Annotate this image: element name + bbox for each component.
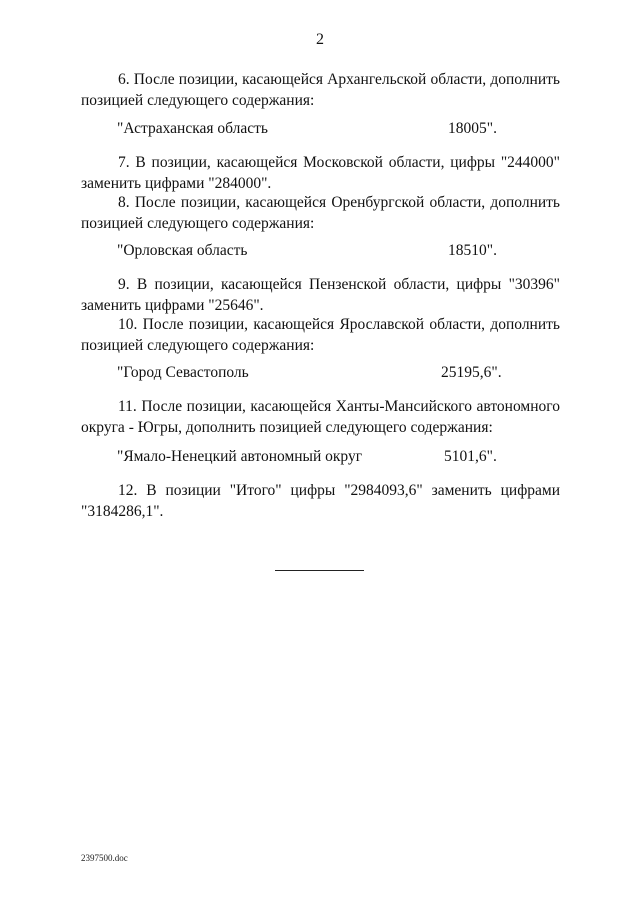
item-9-text: 9. В позиции, касающейся Пензенской области, цифры "30396" заменить цифрами "25646".	[81, 276, 560, 314]
document-file-id: 2397500.doc	[81, 853, 128, 863]
entry-11-value: 5101,6".	[444, 448, 497, 465]
entry-10-value: 25195,6".	[441, 364, 502, 381]
item-7-text: 7. В позиции, касающейся Московской области, цифры "244000" заменить цифрами "284000".	[81, 154, 560, 192]
item-12-text: 12. В позиции "Итого" цифры "2984093,6" заменить цифрами "3184286,1".	[81, 482, 560, 520]
entry-6-name: "Астраханская область	[117, 120, 268, 137]
end-divider-line	[275, 570, 364, 571]
entry-10-name: "Город Севастополь	[117, 364, 249, 381]
item-10-text: 10. После позиции, касающейся Ярославской области, дополнить позицией следующего содержания:	[81, 316, 560, 354]
item-8-text: 8. После позиции, касающейся Оренбургской области, дополнить позицией следующего содержания:	[81, 194, 560, 232]
entry-8-name: "Орловская область	[117, 242, 248, 259]
entry-11-name: "Ямало-Ненецкий автономный округ	[117, 448, 363, 465]
entry-6-value: 18005".	[448, 120, 497, 137]
item-11-text: 11. После позиции, касающейся Ханты-Мансийского автономного округа - Югры, дополнить позицией следующего содержания:	[81, 398, 560, 436]
entry-8-value: 18510".	[448, 242, 497, 259]
page-number: 2	[316, 31, 324, 48]
item-6-text: 6. После позиции, касающейся Архангельской области, дополнить позицией следующего содержания:	[81, 71, 560, 109]
